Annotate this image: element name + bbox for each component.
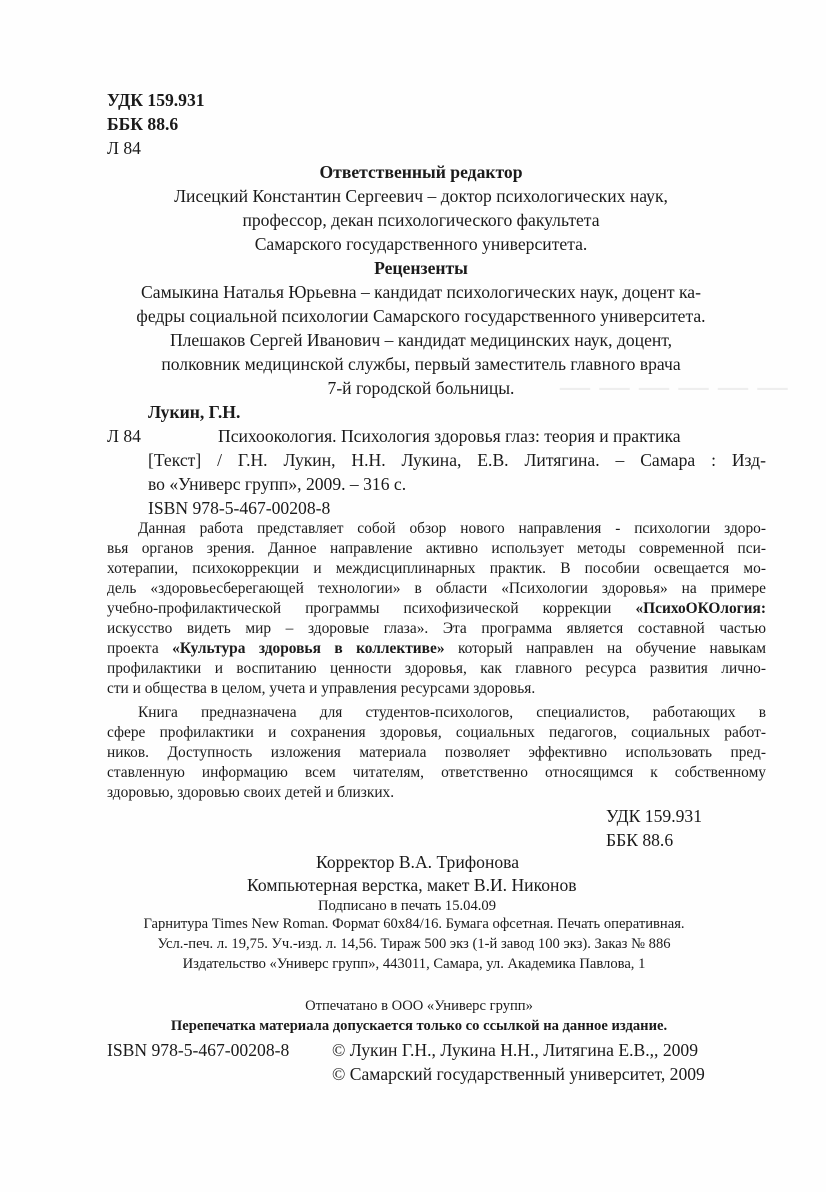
editor-heading: Ответственный редактор (319, 162, 523, 182)
record-title-line: [Текст] / Г.Н. Лукин, Н.Н. Лукина, Е.В. Литягина. – Самара : Изд- (148, 450, 766, 470)
abstract-line: здоровью, здоровью своих детей и близких. (107, 784, 395, 801)
reviewers-heading: Рецензенты (374, 258, 468, 278)
reviewer-line: Плешаков Сергей Иванович – кандидат медицинских наук, доцент, (169, 330, 673, 350)
abstract-line (107, 519, 766, 539)
abstract-line (107, 599, 766, 619)
layout-credit: Компьютерная верстка, макет В.И. Никонов (247, 875, 577, 895)
footer-isbn: ISBN 978-5-467-00208-8 (107, 1040, 290, 1060)
publisher-address: Издательство «Универс групп», 443011, Самара, ул. Академика Павлова, 1 (182, 956, 646, 972)
abstract-line (107, 539, 766, 559)
editor-line: Лисецкий Константин Сергеевич – доктор психологических наук, (174, 186, 668, 206)
abstract-text: хотерапии, психокоррекции и междисциплинарных практик. В пособии освещается мо- (107, 560, 766, 577)
abstract-text: проекта (107, 640, 173, 657)
abstract-text: профилактики и воспитанию ценности здоровья, как главного ресурса развития лично- (107, 660, 766, 677)
abstract-line (107, 619, 766, 639)
bbk-code-right: ББК 88.6 (606, 830, 674, 850)
abstract-text: вья органов зрения. Данное направление активно использует методы современной пси- (107, 540, 766, 557)
abstract-line (107, 679, 766, 699)
abstract-text: сти и общества в целом, учета и управления ресурсами здоровья. (107, 680, 536, 697)
copyright-university: © Самарский государственный университет, 2009 (332, 1064, 705, 1084)
editor-line: профессор, декан психологического факультета (242, 210, 600, 230)
abstract-line: ников. Доступность изложения материала позволяет эффективно использовать пред- (107, 744, 766, 761)
author-mark: Л 84 (107, 138, 141, 158)
abstract-text: который направлен на обучение навыкам (444, 640, 766, 657)
print-specs: Гарнитура Times New Roman. Формат 60x84/16. Бумага офсетная. Печать оперативная. (143, 916, 685, 932)
abstract-line (107, 639, 766, 659)
record-author-mark: Л 84 (107, 426, 141, 446)
abstract-line (107, 659, 766, 679)
abstract-line: Книга предназначена для студентов-психологов, специалистов, работающих в (138, 704, 766, 721)
abstract-line: ставленную информацию всем читателям, ответственно относящимся к собственному (107, 764, 766, 781)
printed-at: Отпечатано в ООО «Универс групп» (305, 998, 533, 1014)
reprint-notice: Перепечатка материала допускается только со ссылкой на данное издание. (170, 1018, 668, 1034)
udk-code: УДК 159.931 (107, 90, 205, 110)
emphasized-title: «ПсихоОКОлогия: (635, 600, 766, 617)
abstract-text: дель «здоровьесберегающей технологии» в области «Психологии здоровья» на примере (107, 580, 766, 597)
signed-date: Подписано в печать 15.04.09 (318, 898, 497, 914)
abstract-line (107, 579, 766, 599)
record-title-line: Психоокология. Психология здоровья глаз: теория и практика (218, 426, 681, 446)
bleed-through-shadow: — — — — — — (560, 370, 789, 403)
abstract-text: учебно-профилактической программы психофизической коррекции (107, 600, 636, 617)
reviewer-line: полковник медицинской службы, первый заместитель главного врача (161, 354, 681, 374)
abstract-line: сфере профилактики и сохранения здоровья, социальных педагогов, социальных работ- (107, 724, 766, 741)
record-author-heading: Лукин, Г.Н. (148, 402, 241, 422)
record-title-line: во «Универс групп», 2009. – 316 с. (148, 474, 407, 494)
editor-line: Самарского государственного университета. (254, 234, 588, 254)
udk-code-right: УДК 159.931 (606, 806, 702, 826)
emphasized-title: «Культура здоровья в коллективе» (172, 640, 445, 657)
bbk-code: ББК 88.6 (107, 114, 179, 134)
reviewer-line: федры социальной психологии Самарского государственного университета. (136, 306, 706, 326)
corrector-credit: Корректор В.А. Трифонова (316, 852, 520, 872)
print-specs: Усл.-печ. л. 19,75. Уч.-изд. л. 14,56. Тираж 500 экз (1-й завод 100 экз). Заказ № 886 (157, 936, 671, 952)
reviewer-line: 7-й городской больницы. (327, 378, 515, 398)
abstract-text: Данная работа представляет собой обзор нового направления - психологии здоро- (138, 520, 766, 537)
abstract-text: искусство видеть мир – здоровые глаза». Эта программа является составной частью (107, 620, 766, 637)
reviewer-line: Самыкина Наталья Юрьевна – кандидат психологических наук, доцент ка- (141, 282, 701, 302)
copyright-authors: © Лукин Г.Н., Лукина Н.Н., Литягина Е.В.,, 2009 (332, 1040, 699, 1060)
abstract-line (107, 559, 766, 579)
record-isbn: ISBN 978-5-467-00208-8 (148, 498, 331, 518)
